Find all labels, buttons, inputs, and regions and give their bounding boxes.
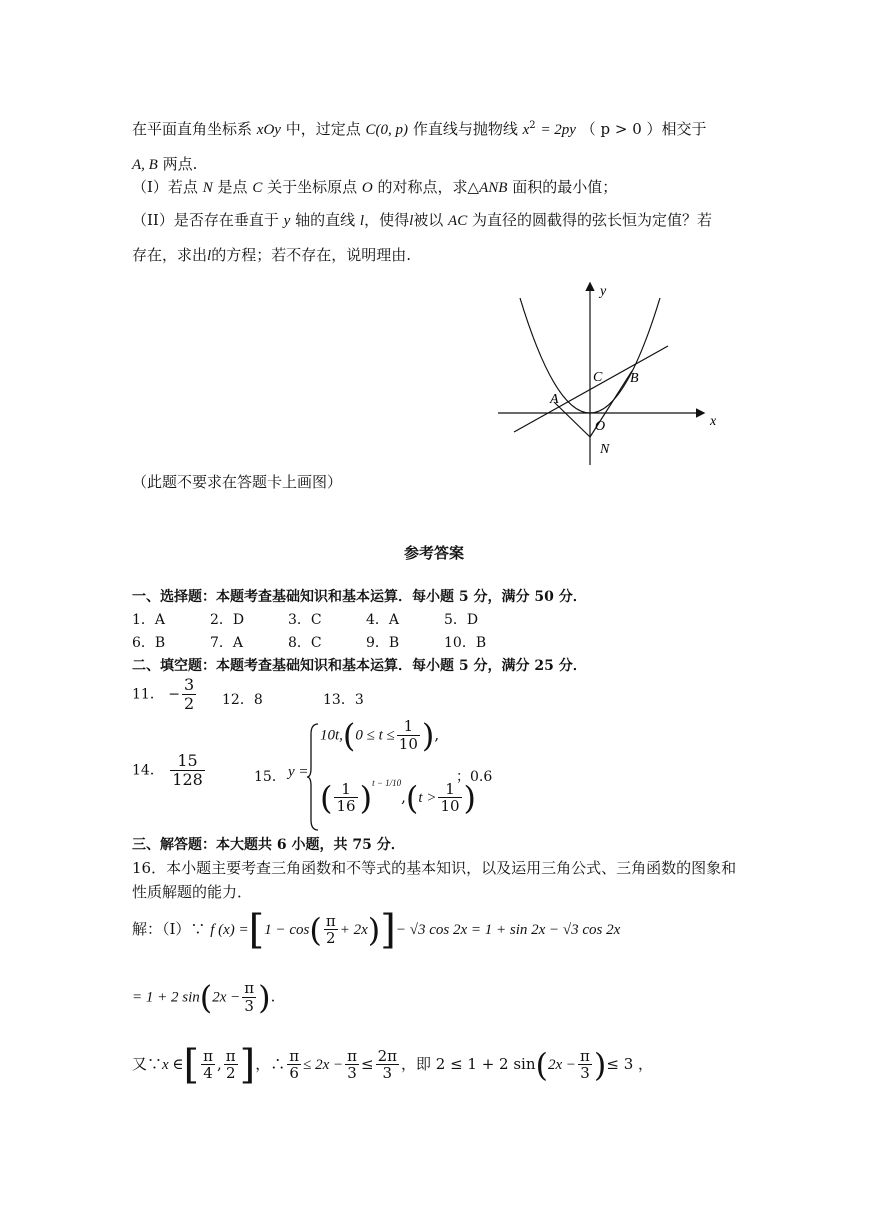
q16-intro-2: 性质解题的能力． — [132, 883, 253, 901]
label-a: A — [550, 392, 559, 407]
fraction — [578, 1048, 592, 1083]
paren: ( — [199, 978, 213, 1017]
var-xoy: xOy — [256, 122, 281, 138]
text: 又∵ — [132, 1055, 163, 1073]
section-1-heading: 一、选择题：本题考查基础知识和基本运算．每小题 5 分，满分 50 分． — [132, 589, 587, 605]
problem-part-2 — [132, 209, 712, 230]
q13: 13．3 — [323, 692, 364, 708]
fraction — [170, 752, 205, 789]
numerator: 1 — [403, 717, 414, 735]
bracket: [ — [183, 1042, 200, 1088]
problem-line-2 — [132, 153, 197, 174]
mc-row-1 — [132, 609, 522, 629]
numerator: π — [203, 1046, 213, 1065]
var-n: N — [202, 180, 213, 196]
var-o: O — [361, 180, 373, 196]
expr: ≤ 2x − — [303, 1057, 344, 1073]
text: （II）是否存在垂直于 — [132, 211, 279, 229]
fraction — [397, 718, 420, 753]
condition: （ p > 0 ）相交于 — [580, 120, 707, 138]
paren: ) — [258, 978, 271, 1017]
text: 在平面直角坐标系 — [132, 120, 253, 138]
fraction — [182, 676, 196, 713]
text: 被以 — [413, 211, 444, 229]
exponent: t − 1/10 — [372, 778, 402, 788]
period: . — [270, 987, 276, 1006]
mc-answer: 5．D — [444, 612, 479, 628]
label-o: O — [595, 419, 606, 434]
piecewise-brace — [306, 722, 320, 832]
sol-label: 解：（Ⅰ）∵ — [132, 920, 206, 938]
bracket: [ — [248, 907, 265, 953]
denominator: 3 — [242, 997, 256, 1015]
func: f (x) = — [210, 922, 249, 938]
text: 面积的最小值； — [512, 178, 618, 196]
q-label: 11． — [132, 686, 164, 703]
bracket: ] — [380, 907, 396, 953]
points-ab: A, B — [132, 157, 158, 173]
figure-note: （此题不要求在答题卡上画图） — [132, 473, 343, 491]
text: （I）若点 — [132, 178, 198, 196]
mc-answer: 4．A — [366, 612, 400, 628]
paren: ) — [367, 911, 381, 949]
denominator: 3 — [345, 1064, 359, 1082]
mc-answer: 7．A — [210, 635, 244, 651]
mc-answer: 10．B — [444, 635, 487, 651]
text: ，即 2 ≤ 1 + 2 sin — [400, 1055, 536, 1073]
var-l: l — [359, 213, 365, 229]
var-y: y — [283, 213, 291, 229]
case-cond: t > — [418, 790, 437, 806]
denominator: 16 — [336, 797, 356, 816]
text: 关于坐标原点 — [267, 178, 358, 196]
mc-answer: 9．B — [366, 635, 400, 651]
q12: 12．8 — [222, 692, 263, 708]
comma: , — [434, 725, 440, 744]
numerator: π — [289, 1046, 300, 1065]
paren: ( — [535, 1046, 549, 1084]
solution-line-1 — [132, 907, 621, 953]
mc-row-2 — [132, 632, 522, 652]
text: 的对称点，求△ — [377, 178, 480, 196]
label-x: x — [710, 414, 717, 429]
numerator: 15 — [177, 751, 198, 770]
paren: ( — [342, 716, 356, 755]
expr: 2x − — [212, 989, 241, 1006]
line-ab — [514, 346, 668, 432]
mc-answer: 1．A — [132, 612, 166, 628]
numerator: 1 — [445, 779, 455, 798]
sign: − — [168, 686, 181, 703]
answers-title: 参考答案 — [404, 544, 465, 562]
mc-answer: 2．D — [210, 612, 245, 628]
problem-line-1 — [132, 118, 707, 139]
text: 为直径的圆截得的弦长恒为定值？若 — [472, 211, 713, 229]
section-3-heading: 三、解答题：本大题共 6 小题，共 75 分． — [132, 837, 405, 853]
label-y: y — [600, 284, 607, 299]
expr: + 2x — [339, 922, 368, 938]
mc-answer: 3．C — [288, 612, 322, 628]
numerator: 3 — [184, 675, 195, 694]
solution-line-2 — [132, 980, 275, 1015]
text: 是点 — [217, 178, 248, 196]
q-label: 14． — [132, 762, 164, 779]
q15-case-2: ( $\frac{1}{16}$ )$^{t - 1/10}$,(t > $\frac{1}{10}$ ) — [320, 778, 477, 817]
eq-x: x — [522, 122, 530, 138]
text: 中，过定点 — [285, 120, 361, 138]
expr: = 1 + 2 sin — [132, 989, 200, 1006]
q16-intro-1: 16．本小题主要考查三角函数和不等式的基本知识，以及运用三角公式、三角函数的图象和 — [132, 859, 737, 877]
expr: x ∈ — [162, 1057, 184, 1073]
denominator: 3 — [578, 1064, 592, 1082]
text: ≤ 3 ， — [606, 1055, 654, 1073]
denominator: 2 — [184, 693, 195, 713]
label-b: B — [630, 371, 639, 386]
fraction — [324, 913, 338, 948]
paren: ) — [421, 716, 435, 755]
eq-exp: 2 — [529, 120, 536, 131]
var-ac: AC — [448, 213, 468, 229]
denominator: 3 — [376, 1064, 399, 1082]
section-2-heading: 二、填空题：本题考查基础知识和基本运算．每小题 5 分，满分 25 分． — [132, 658, 587, 674]
expr: 2x − — [548, 1057, 577, 1073]
var-l-2: l — [409, 213, 414, 229]
case-cond: 0 ≤ t ≤ — [355, 727, 395, 744]
mc-answer: 8．C — [288, 635, 322, 651]
label-c: C — [593, 370, 603, 385]
var-anb: ANB — [479, 180, 508, 196]
point-c: C(0, p) — [365, 122, 409, 138]
paren: ) — [593, 1046, 607, 1084]
denominator: 4 — [201, 1064, 215, 1082]
var-l-3: l — [207, 248, 212, 264]
denominator: 10 — [398, 734, 418, 753]
q15-y: y = — [288, 764, 309, 780]
fraction — [376, 1048, 399, 1083]
segment-an — [554, 402, 590, 437]
paren: ) — [359, 779, 373, 817]
paren: ) — [463, 779, 477, 817]
q11 — [132, 676, 198, 713]
fraction — [201, 1048, 215, 1083]
numerator: π — [580, 1046, 590, 1065]
q15-case-1 — [320, 718, 439, 753]
q14 — [132, 752, 207, 789]
denominator: 6 — [287, 1064, 301, 1082]
denominator: 2 — [324, 929, 338, 947]
expr: 1 − cos — [264, 922, 310, 938]
expr: − √3 cos 2x = 1 + sin 2x − √3 cos 2x — [395, 922, 621, 938]
numerator: 1 — [341, 779, 351, 798]
paren: ( — [405, 779, 419, 817]
problem-part-2-cont — [132, 244, 411, 265]
bracket: ] — [239, 1042, 256, 1088]
denominator: 128 — [172, 769, 203, 789]
paren: ( — [320, 779, 333, 817]
text: 存在，求出 — [132, 246, 208, 264]
fraction — [287, 1048, 301, 1083]
mc-answer: 6．B — [132, 635, 166, 651]
fraction — [224, 1048, 238, 1083]
numerator: π — [347, 1046, 357, 1065]
label-n: N — [600, 442, 610, 457]
numerator: π — [244, 979, 255, 997]
fraction — [345, 1048, 359, 1083]
fraction — [334, 781, 357, 816]
text: 作直线与抛物线 — [412, 120, 518, 138]
text: ，使得 — [364, 211, 410, 229]
text: 的方程；若不存在，说明理由. — [211, 246, 411, 264]
numerator: π — [325, 911, 336, 930]
text: 轴的直线 — [295, 211, 356, 229]
numerator: 2π — [377, 1046, 397, 1065]
problem-part-1 — [132, 176, 617, 197]
case-expr: 10t, — [320, 727, 343, 744]
eq-rest: = 2py — [540, 122, 576, 138]
text: 两点. — [162, 155, 198, 173]
solution-line-3: 又∵x ∈[ $\frac{\pi}{4}$ , $\frac{\pi}{2}$ ]，∴ $\frac{\pi}{6}$ ≤ 2x − $\frac{\pi}{3}$ ≤ $\frac{2\pi}{3}$ ，即 2 ≤ 1 + 2 sin(2x − $\frac{\pi}{3}$ )≤ 3 ， — [132, 1042, 654, 1088]
parabola-figure — [490, 280, 750, 470]
var-c: C — [252, 180, 263, 196]
numerator: π — [225, 1046, 236, 1065]
text: ，∴ — [255, 1055, 286, 1073]
paren: ( — [309, 911, 322, 949]
fraction — [242, 980, 256, 1015]
denominator: 2 — [224, 1064, 238, 1082]
q15-label: 15． — [254, 769, 286, 785]
le: ≤ — [361, 1055, 374, 1073]
q15-tail: ；0.6 — [456, 769, 493, 785]
denominator: 10 — [440, 797, 460, 816]
